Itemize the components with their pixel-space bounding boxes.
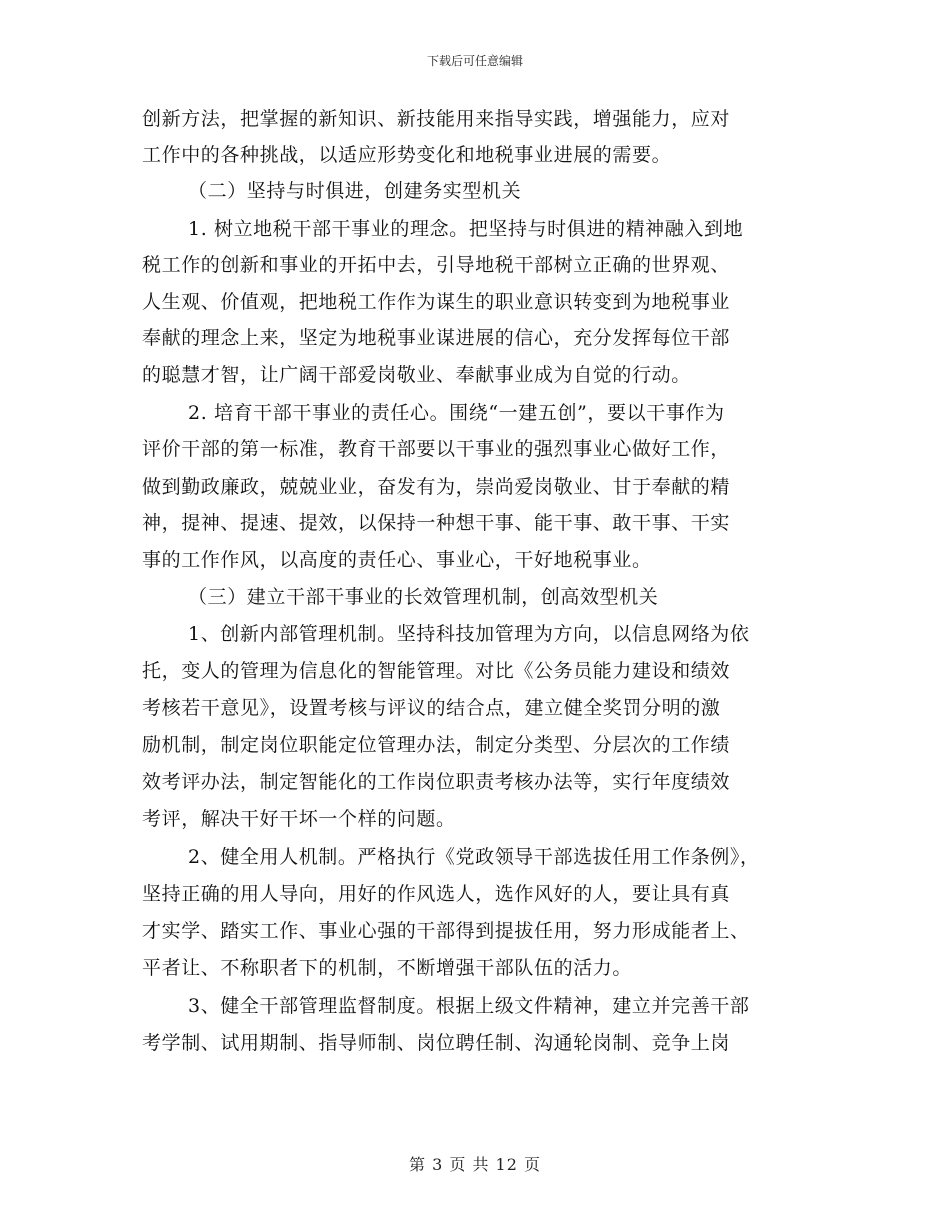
paragraph-line: 的聪慧才智，让广阔干部爱岗敬业、奉献事业成为自觉的行动。 [142,364,691,386]
paragraph-line: 托，变人的管理为信息化的智能管理。对比《公务员能力建设和绩效 [142,660,731,682]
paragraph-line: 1. 树立地税干部干事业的理念。把坚持与时俱进的精神融入到地 [188,218,744,240]
paragraph-line: 奉献的理念上来，坚定为地税事业谋进展的信心，充分发挥每位干部 [142,327,731,349]
paragraph-line: 才实学、踏实工作、事业心强的干部得到提拔任用，努力形成能者上、 [142,920,750,942]
section-heading: （三）建立干部干事业的长效管理机制，创高效型机关 [188,586,659,608]
paragraph-line: 效考评办法，制定智能化的工作岗位职责考核办法等，实行年度绩效 [142,771,731,793]
paragraph-line: 事的工作作风，以高度的责任心、事业心，干好地税事业。 [142,549,652,571]
paragraph-line: 1、创新内部管理机制。坚持科技加管理为方向，以信息网络为依 [188,623,750,645]
paragraph-line: 考学制、试用期制、指导师制、岗位聘任制、沟通轮岗制、竞争上岗 [142,1032,731,1054]
paragraph-line: 税工作的创新和事业的开拓中去，引导地税干部树立正确的世界观、 [142,254,731,276]
paragraph-line: 创新方法，把掌握的新知识、新技能用来指导实践，增强能力，应对 [142,108,731,130]
paragraph-line: 工作中的各种挑战，以适应形势变化和地税事业进展的需要。 [142,144,672,166]
paragraph-line: 做到勤政廉政，兢兢业业，奋发有为，崇尚爱岗敬业、甘于奉献的精 [142,476,731,498]
paragraph-line: 考核若干意见》，设置考核与评议的结合点，建立健全奖罚分明的激 [142,697,721,719]
paragraph-line: 评价干部的第一标准，教育干部要以干事业的强烈事业心做好工作， [142,438,731,460]
paragraph-line: 3、健全干部管理监督制度。根据上级文件精神，建立并完善干部 [188,995,750,1017]
paragraph-line: 2、健全用人机制。严格执行《党政领导干部选拔任用工作条例》， [188,846,760,868]
page-number: 第 3 页 共 12 页 [409,1155,541,1174]
page-header: 下载后可任意编辑 [426,54,523,68]
section-heading: （二）坚持与时俱进，创建务实型机关 [188,180,522,202]
paragraph-line: 励机制，制定岗位职能定位管理办法，制定分类型、分层次的工作绩 [142,734,731,756]
paragraph-line: 神，提神、提速、提效，以保持一种想干事、能干事、敢干事、干实 [142,512,731,534]
paragraph-line: 平者让、不称职者下的机制，不断增强干部队伍的活力。 [142,957,633,979]
paragraph-line: 人生观、价值观，把地税工作作为谋生的职业意识转变到为地税事业 [142,291,731,313]
paragraph-line: 坚持正确的用人导向，用好的作风选人，选作风好的人，要让具有真 [142,883,731,905]
paragraph-line: 考评，解决干好干坏一个样的问题。 [142,808,456,830]
paragraph-line: 2. 培育干部干事业的责任心。围绕“一建五创”，要以干事作为 [188,402,725,424]
